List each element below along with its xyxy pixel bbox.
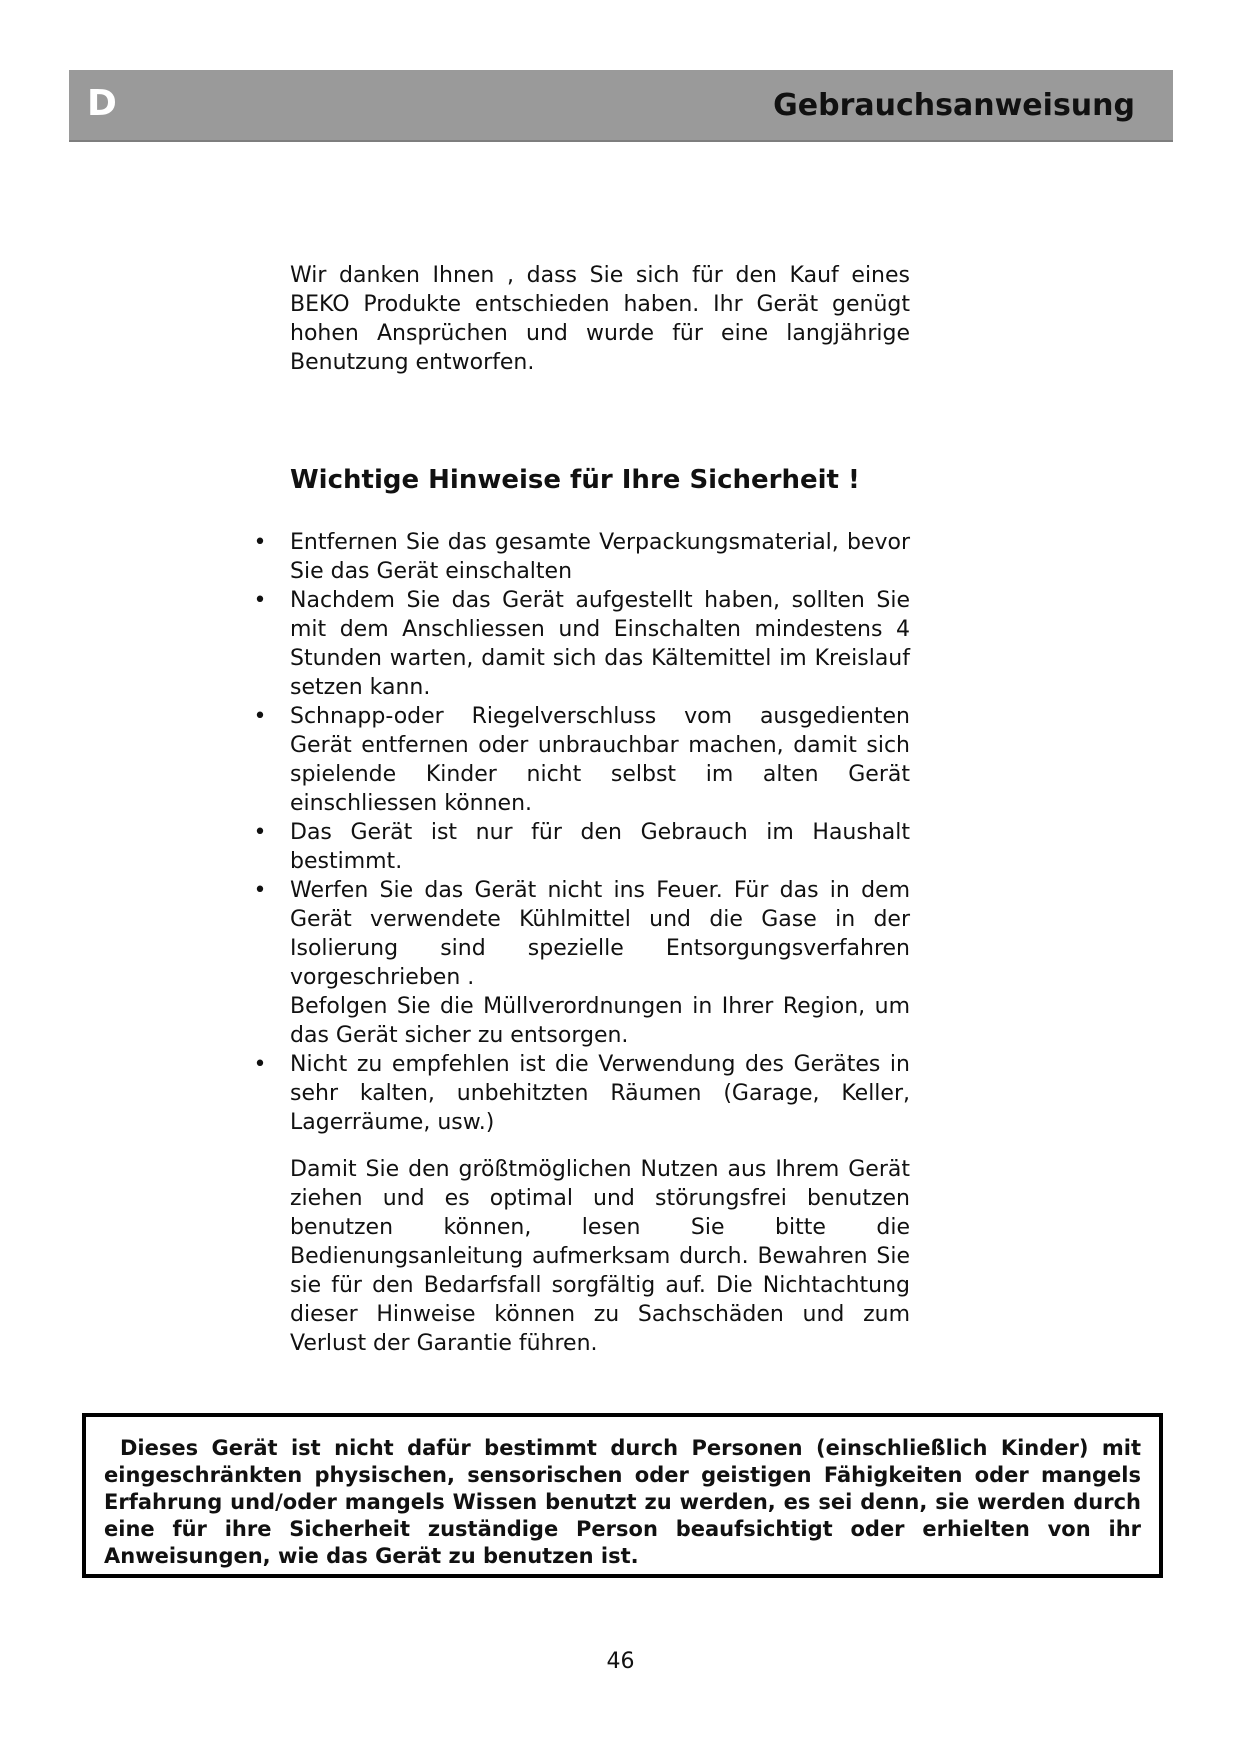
list-item-text: Nachdem Sie das Gerät aufgestellt haben, sollten Sie mit dem Anschliessen und Einschalten mindestens 4 Stunden warten, damit sich das Kältemittel im Kreislauf setzen kann. — [290, 588, 910, 700]
list-item — [253, 876, 910, 1050]
safety-heading: Wichtige Hinweise für Ihre Sicherheit ! — [290, 465, 860, 495]
intro-paragraph: Wir danken Ihnen , dass Sie sich für den Kauf eines BEKO Produkte entschieden haben. Ihr Gerät genügt hohen Ansprüchen und wurde für eine langjährige Benutzung entworfen. — [290, 263, 910, 375]
list-item — [253, 702, 910, 818]
closing-paragraph: Damit Sie den größtmöglichen Nutzen aus Ihrem Gerät ziehen und es optimal und störungsfrei benutzen benutzen können, lesen Sie bitte die Bedienungsanleitung aufmerksam durch. Bewahren Sie sie für den Bedarfsfall sorgfältig auf. Die Nichtachtung dieser Hinweise können zu Sachschäden und zum Verlust der Garantie führen. — [290, 1157, 910, 1356]
list-item-text: Nicht zu empfehlen ist die Verwendung des Gerätes in sehr kalten, unbehitzten Räumen (Garage, Keller, Lagerräume, usw.) — [290, 1052, 910, 1135]
bullet-icon: • — [253, 820, 267, 845]
page-title: Gebrauchsanweisung — [773, 88, 1135, 123]
list-item-text: Schnapp-oder Riegelverschluss vom ausgedienten Gerät entfernen oder unbrauchbar machen, damit sich spielende Kinder nicht selbst im alten Gerät einschliessen können. — [290, 704, 910, 816]
list-item — [253, 528, 910, 586]
page-number: 46 — [606, 1649, 635, 1674]
warning-text: Dieses Gerät ist nicht dafür bestimmt durch Personen (einschließlich Kinder) mit eingeschränkten physischen, sensorischen oder geistigen Fähigkeiten oder mangels Erfahrung und/oder mangels Wissen benutzt zu werden, es sei denn, sie werden durch eine für ihre Sicherheit zuständige Person beaufsichtigt oder erhielten von ihr Anweisungen, wie das Gerät zu benutzen ist. — [104, 1436, 1141, 1568]
language-code: D — [87, 83, 117, 124]
list-item-text: Entfernen Sie das gesamte Verpackungsmaterial, bevor Sie das Gerät einschalten — [290, 530, 910, 584]
list-item — [253, 586, 910, 702]
list-item — [253, 818, 910, 876]
bullet-icon: • — [253, 588, 267, 613]
bullet-icon: • — [253, 878, 267, 903]
header-bar — [69, 70, 1173, 142]
list-item-text: Das Gerät ist nur für den Gebrauch im Haushalt bestimmt. — [290, 820, 910, 874]
safety-list — [253, 528, 910, 1137]
bullet-icon: • — [253, 704, 267, 729]
list-item-extra-text: Befolgen Sie die Müllverordnungen in Ihrer Region, um das Gerät sicher zu entsorgen. — [290, 994, 910, 1048]
bullet-icon: • — [253, 530, 267, 555]
list-item-text: Werfen Sie das Gerät nicht ins Feuer. Für das in dem Gerät verwendete Kühlmittel und die Gase in der Isolierung sind spezielle Entsorgungsverfahren vorgeschrieben . — [290, 878, 910, 990]
list-item — [253, 1050, 910, 1137]
bullet-icon: • — [253, 1052, 267, 1077]
warning-box — [82, 1413, 1163, 1578]
